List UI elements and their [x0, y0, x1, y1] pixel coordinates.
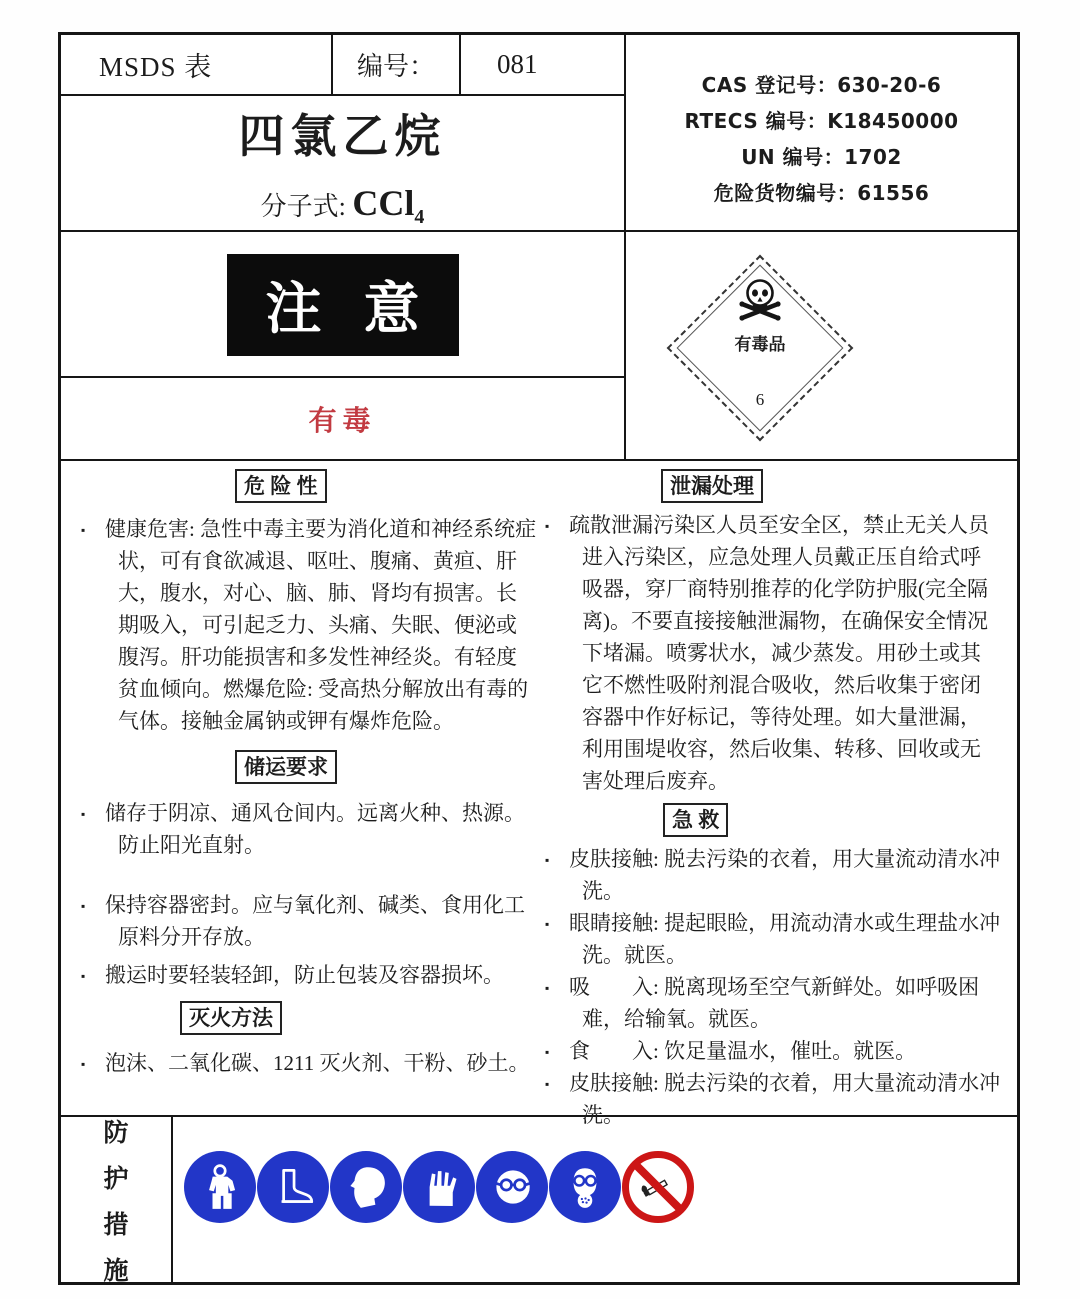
notice-banner: 注 意 [227, 254, 459, 356]
number-value: 081 [497, 49, 538, 79]
msds-table-frame [58, 32, 1020, 1285]
diamond-label: 有毒品 [734, 335, 786, 355]
section-title-hazards: 危 险 性 [235, 469, 327, 503]
number-value-cell [461, 35, 626, 96]
rtecs-number-row: RTECS 编号：K18450000 [684, 109, 959, 133]
storage-bullet: ▪ 保持容器密封。应与氧化剂、碱类、食用化工原料分开存放。 [75, 889, 537, 953]
cas-number-row: CAS 登记号：630-20-6 [701, 73, 942, 97]
formula: CCl$_4$ [352, 183, 425, 229]
hazards-bullet: ▪ 健康危害: 急性中毒主要为消化道和神经系统症状，可有食欲减退、呕吐、腹痛、黄疸、肝大，腹水，对心、脑、肺、肾均有损害。长期吸入，可引起乏力、头痛、失眠、便泌或腹泻。肝功能损害和多发性神经炎。有轻度贫血倾向。燃爆危险: 受高热分解放出有毒的气体。接触金属钠或钾有爆炸危险。 [75, 513, 537, 737]
section-title-first-aid: 急 救 [663, 803, 728, 837]
first-aid-inhalation-bullet: ▪ 吸 入: 脱离现场至空气新鲜处。如呼吸困难，给输氧。就医。 [539, 971, 1001, 1035]
chemical-name-cell [61, 96, 626, 232]
body-cell [61, 461, 1017, 1127]
firefighting-bullet: ▪ 泡沫、二氧化碳、1211 灭火剂、干粉、砂土。 [75, 1047, 537, 1079]
leak-handling-bullet: ▪ 疏散泄漏污染区人员至安全区，禁止无关人员进入污染区，应急处理人员戴正压自给式呼吸器，穿厂商特别推荐的化学防护服(完全隔离)。不要直接接触泄漏物，在确保安全情况下堵漏。喷雾状水，减少蒸发。用砂土或其它不燃性吸附剂混合吸收，然后收集于密闭容器中作好标记，等待处理。如大量泄漏，利用围堤收容，然后收集、转移、回收或无害处理后废弃。 [539, 509, 1001, 797]
toxic-cell [61, 378, 626, 461]
protective-suit-icon [184, 1151, 256, 1223]
gas-mask-icon [549, 1151, 621, 1223]
number-label-cell [333, 35, 461, 96]
form-title-cell [61, 35, 333, 96]
safety-goggles-icon [476, 1151, 548, 1223]
protection-label-cell: 防 护 措 施 [61, 1117, 173, 1282]
diamond-class-number: 6 [755, 390, 765, 409]
no-open-flame-icon [622, 1151, 694, 1223]
first-aid-skin-bullet: ▪ 皮肤接触: 脱去污染的衣着，用大量流动清水冲洗。 [539, 843, 1001, 907]
protective-gloves-icon [403, 1151, 475, 1223]
first-aid-skin-bullet-2: ▪ 皮肤接触: 脱去污染的衣着，用大量流动清水冲洗。 [539, 1067, 1001, 1131]
form-title: MSDS 表 [99, 52, 213, 82]
toxic-label: 有毒 [308, 405, 377, 437]
left-text-column [75, 469, 537, 1079]
first-aid-eye-bullet: ▪ 眼睛接触: 提起眼睑，用流动清水或生理盐水冲洗。就医。 [539, 907, 1001, 971]
protection-icons-cell [173, 1117, 1017, 1282]
section-title-storage: 储运要求 [235, 750, 337, 784]
skull-crossbones-icon [733, 278, 787, 328]
number-label: 编号： [356, 52, 435, 81]
registry-cell [626, 35, 1017, 232]
section-title-firefighting: 灭火方法 [180, 1001, 282, 1035]
notice-cell [61, 232, 626, 378]
storage-bullet: ▪ 搬运时要轻装轻卸，防止包装及容器损坏。 [75, 959, 537, 991]
right-text-column [539, 469, 1001, 1131]
first-aid-ingestion-bullet: ▪ 食 入: 饮足量温水，催吐。就医。 [539, 1035, 1001, 1067]
hazard-diamond-cell [626, 232, 1017, 461]
un-number-row: UN 编号：1702 [741, 145, 902, 169]
dangerous-goods-number-row: 危险货物编号：61556 [713, 181, 930, 205]
storage-bullet: ▪ 储存于阴凉、通风仓间内。远离火种、热源。防止阳光直射。 [75, 797, 537, 861]
head-protection-icon [330, 1151, 402, 1223]
section-title-leak-handling: 泄漏处理 [661, 469, 763, 503]
safety-boots-icon [257, 1151, 329, 1223]
chemical-name: 四氯乙烷 [238, 111, 447, 163]
formula-label: 分子式: [260, 192, 353, 222]
formula-line [261, 182, 425, 229]
